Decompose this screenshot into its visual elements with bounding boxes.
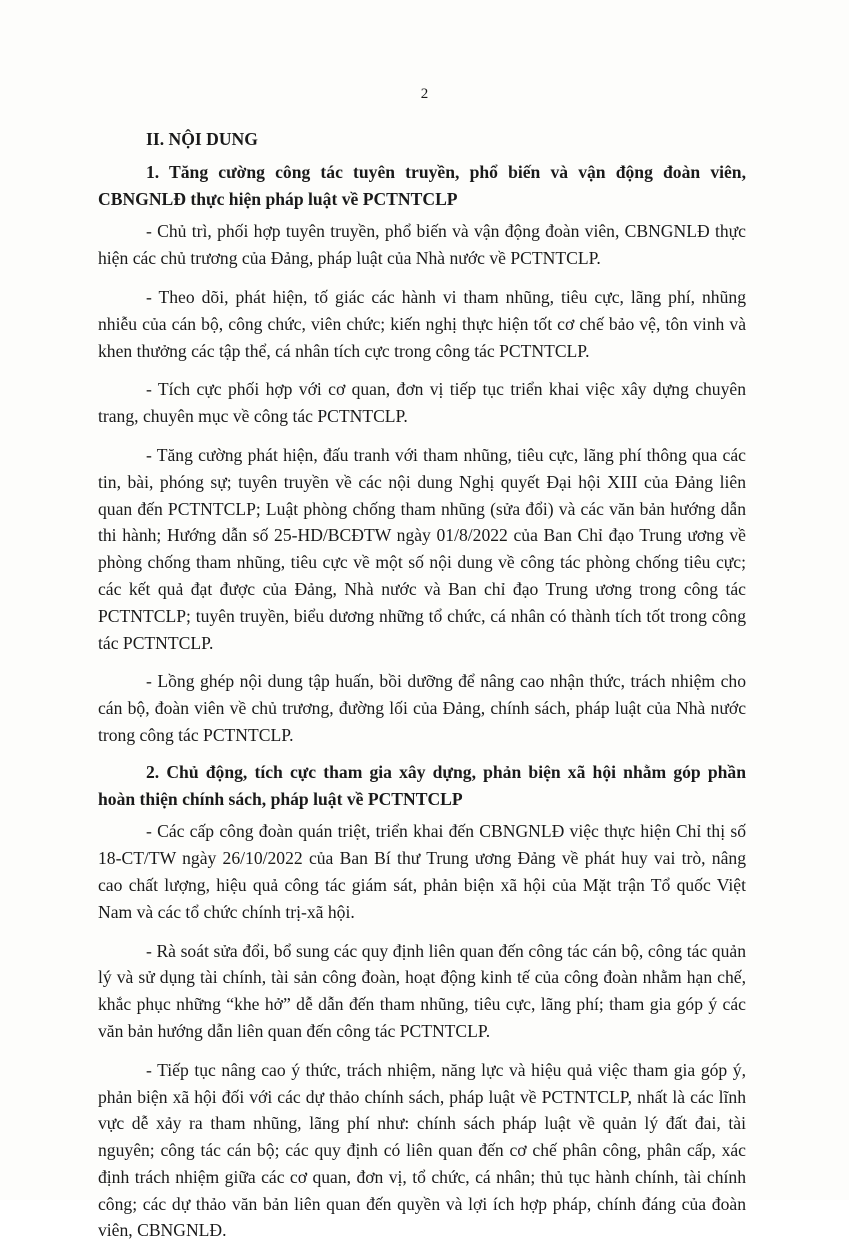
subsection-2 bbox=[98, 759, 746, 1245]
subsection-heading: 1. Tăng cường công tác tuyên truyền, phổ biến và vận động đoàn viên, CBNGNLĐ thực hiện pháp luật về PCTNTCLP bbox=[98, 161, 746, 209]
paragraph: - Lồng ghép nội dung tập huấn, bồi dưỡng để nâng cao nhận thức, trách nhiệm cho cán bộ, đoàn viên về chủ trương, đường lối của Đảng, chính sách, pháp luật của Nhà nước trong công tác PCTNTCLP. bbox=[98, 671, 746, 745]
paragraph: - Tăng cường phát hiện, đấu tranh với tham nhũng, tiêu cực, lãng phí thông qua các tin, bài, phóng sự; tuyên truyền về các nội dung Nghị quyết Đại hội XIII của Đảng liên quan đến PCTNTCLP; Luật phòng chống tham nhũng (sửa đổi) và các văn bản hướng dẫn thi hành; Hướng dẫn số 25-HD/BCĐTW ngày 01/8/2022 của Ban Chỉ đạo Trung ương về phòng chống tham nhũng, tiêu cực về một số nội dung về công tác phòng chống tiêu cực; các kết quả đạt được của Đảng, Nhà nước và Ban chỉ đạo Trung ương trong công tác PCTNTCLP; tuyên truyền, biểu dương những tổ chức, cá nhân có thành tích tốt trong công tác PCTNTCLP. bbox=[98, 444, 746, 653]
section-title: II. NỘI DUNG bbox=[146, 129, 258, 149]
document-body bbox=[98, 126, 746, 1256]
subsection-1 bbox=[98, 159, 746, 749]
subsection-heading: 2. Chủ động, tích cực tham gia xây dựng, phản biện xã hội nhằm góp phần hoàn thiện chính sách, pháp luật về PCTNTCLP bbox=[98, 761, 746, 809]
paragraph: - Tiếp tục nâng cao ý thức, trách nhiệm, năng lực và hiệu quả việc tham gia góp ý, phản biện xã hội đối với các dự thảo chính sách, pháp luật về PCTNTCLP, nhất là các lĩnh vực dễ xảy ra tham nhũng, lãng phí như: chính sách pháp luật về quản lý đất đai, tài nguyên; công tác cán bộ; các quy định có liên quan đến cơ chế phân công, phân cấp, xác định trách nhiệm giữa các cơ quan, đơn vị, tổ chức, cá nhân; thủ tục hành chính, tài chính công; các dự thảo văn bản liên quan đến quyền và lợi ích hợp pháp, chính đáng của đoàn viên, CBNGNLĐ. bbox=[98, 1059, 746, 1241]
page-number: 2 bbox=[420, 86, 429, 102]
paragraph: - Theo dõi, phát hiện, tố giác các hành vi tham nhũng, tiêu cực, lãng phí, nhũng nhiễu của cán bộ, công chức, viên chức; kiến nghị thực hiện tốt cơ chế bảo vệ, tôn vinh và khen thưởng các tập thể, cá nhân tích cực trong công tác PCTNTCLP. bbox=[98, 286, 746, 361]
paragraph: - Rà soát sửa đổi, bổ sung các quy định liên quan đến công tác cán bộ, công tác quản lý và sử dụng tài chính, tài sản công đoàn, hoạt động kinh tế của công đoàn nhằm hạn chế, khắc phục những “khe hở” dễ dẫn đến tham nhũng, tiêu cực, lãng phí; tham gia góp ý các văn bản hướng dẫn liên quan đến công tác PCTNTCLP. bbox=[98, 940, 746, 1041]
paragraph: - Chủ trì, phối hợp tuyên truyền, phổ biến và vận động đoàn viên, CBNGNLĐ thực hiện các chủ trương của Đảng, pháp luật của Nhà nước về PCTNTCLP. bbox=[98, 221, 746, 269]
paragraph: - Tích cực phối hợp với cơ quan, đơn vị tiếp tục triển khai việc xây dựng chuyên trang, chuyên mục về công tác PCTNTCLP. bbox=[98, 379, 746, 427]
paragraph: - Các cấp công đoàn quán triệt, triển khai đến CBNGNLĐ việc thực hiện Chỉ thị số 18-CT/TW ngày 26/10/2022 của Ban Bí thư Trung ương Đảng về phát huy vai trò, nâng cao chất lượng, hiệu quả công tác giám sát, phản biện xã hội của Mặt trận Tổ quốc Việt Nam và các tổ chức chính trị-xã hội. bbox=[98, 821, 746, 922]
